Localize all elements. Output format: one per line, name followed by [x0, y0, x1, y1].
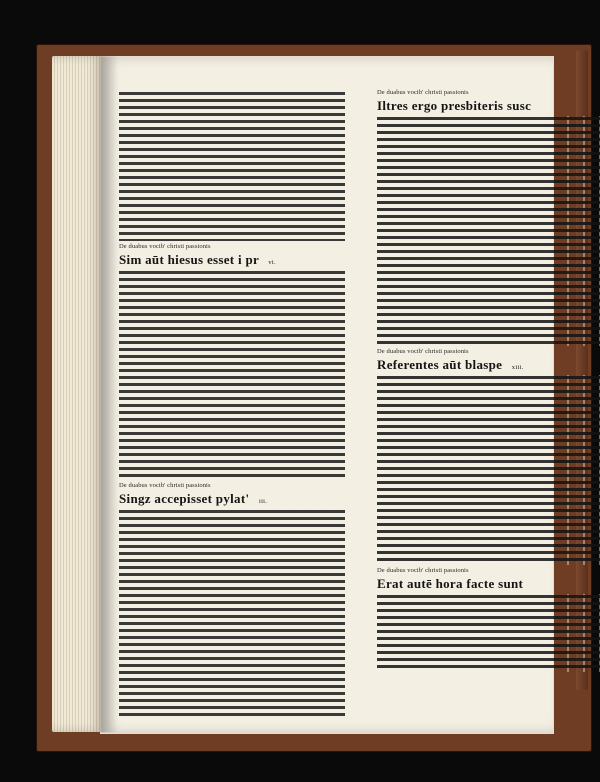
text-block — [377, 116, 600, 346]
chapter-heading-text: Singz accepisset pylat' — [119, 491, 250, 506]
text-block — [377, 594, 600, 672]
chapter-number: xiii. — [511, 364, 524, 371]
chapter-heading — [119, 491, 345, 507]
chapter-heading-text: Sim aūt hiesus esset i pr — [119, 252, 259, 267]
running-head: De duabus vocib' christi passionis — [377, 567, 469, 574]
chapter-heading — [377, 357, 600, 373]
chapter-heading — [119, 252, 345, 268]
running-head: De duabus vocib' christi passionis — [377, 348, 469, 355]
text-block — [119, 91, 345, 241]
right-text-column — [377, 89, 600, 674]
page-edge-stack — [52, 56, 102, 732]
running-head: De duabus vocib' christi passionis — [377, 89, 469, 96]
text-block — [377, 375, 600, 565]
chapter-heading-text: Referentes aūt blaspe — [377, 357, 503, 372]
book-page — [100, 56, 554, 734]
left-text-column — [119, 89, 345, 721]
chapter-number: iii. — [258, 498, 268, 505]
chapter-heading — [377, 98, 600, 114]
text-block — [119, 270, 345, 480]
chapter-heading-text: Iltres ergo presbiteris susc — [377, 98, 532, 113]
running-head: De duabus vocib' christi passionis — [119, 482, 211, 489]
chapter-number: vi. — [268, 259, 276, 266]
running-head: De duabus vocib' christi passionis — [119, 243, 211, 250]
chapter-heading-text: Erat autē hora facte sunt — [377, 576, 524, 591]
text-block — [119, 509, 345, 719]
chapter-heading — [377, 576, 600, 592]
